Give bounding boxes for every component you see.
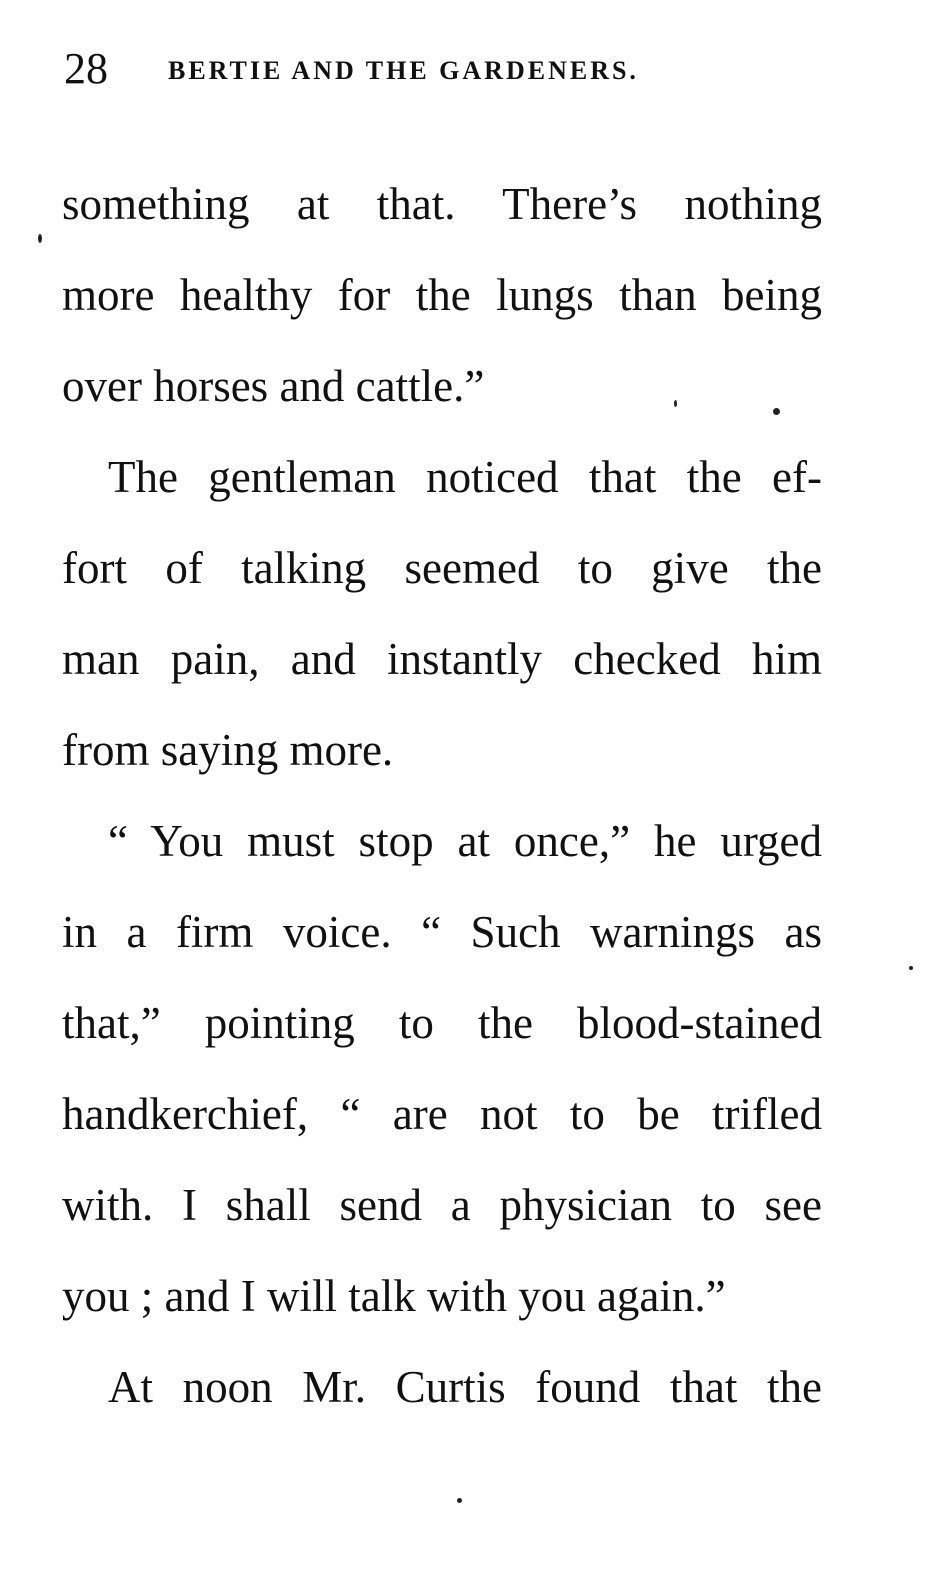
scan-speck [773, 408, 780, 415]
text-line: The gentleman noticed that the ef- [108, 452, 822, 502]
body-text [62, 168, 822, 1442]
page-number: 28 [64, 44, 108, 93]
running-title: BERTIE AND THE GARDENERS. [168, 56, 639, 85]
scan-speck [674, 400, 677, 407]
text-line: handkerchief, “ are not to be trifled [62, 1089, 822, 1139]
text-line: man pain, and instantly checked him [62, 634, 822, 684]
scan-speck [457, 1498, 462, 1503]
text-line: fort of talking seemed to give the [62, 543, 822, 593]
text-line: you ; and I will talk with you again.” [62, 1271, 726, 1321]
text-line: something at that. There’s nothing [62, 179, 822, 229]
scan-speck [909, 966, 913, 970]
text-line: At noon Mr. Curtis found that the [108, 1362, 822, 1412]
scan-speck [38, 234, 42, 243]
text-line: “ You must stop at once,” he urged [108, 816, 822, 866]
text-line: that,” pointing to the blood-stained [62, 998, 822, 1048]
running-head [64, 44, 824, 94]
text-line: in a firm voice. “ Such warnings as [62, 907, 822, 957]
text-line: over horses and cattle.” [62, 361, 485, 411]
text-line: with. I shall send a physician to see [62, 1180, 822, 1230]
text-line: from saying more. [62, 725, 394, 775]
text-line: more healthy for the lungs than being [62, 270, 822, 320]
